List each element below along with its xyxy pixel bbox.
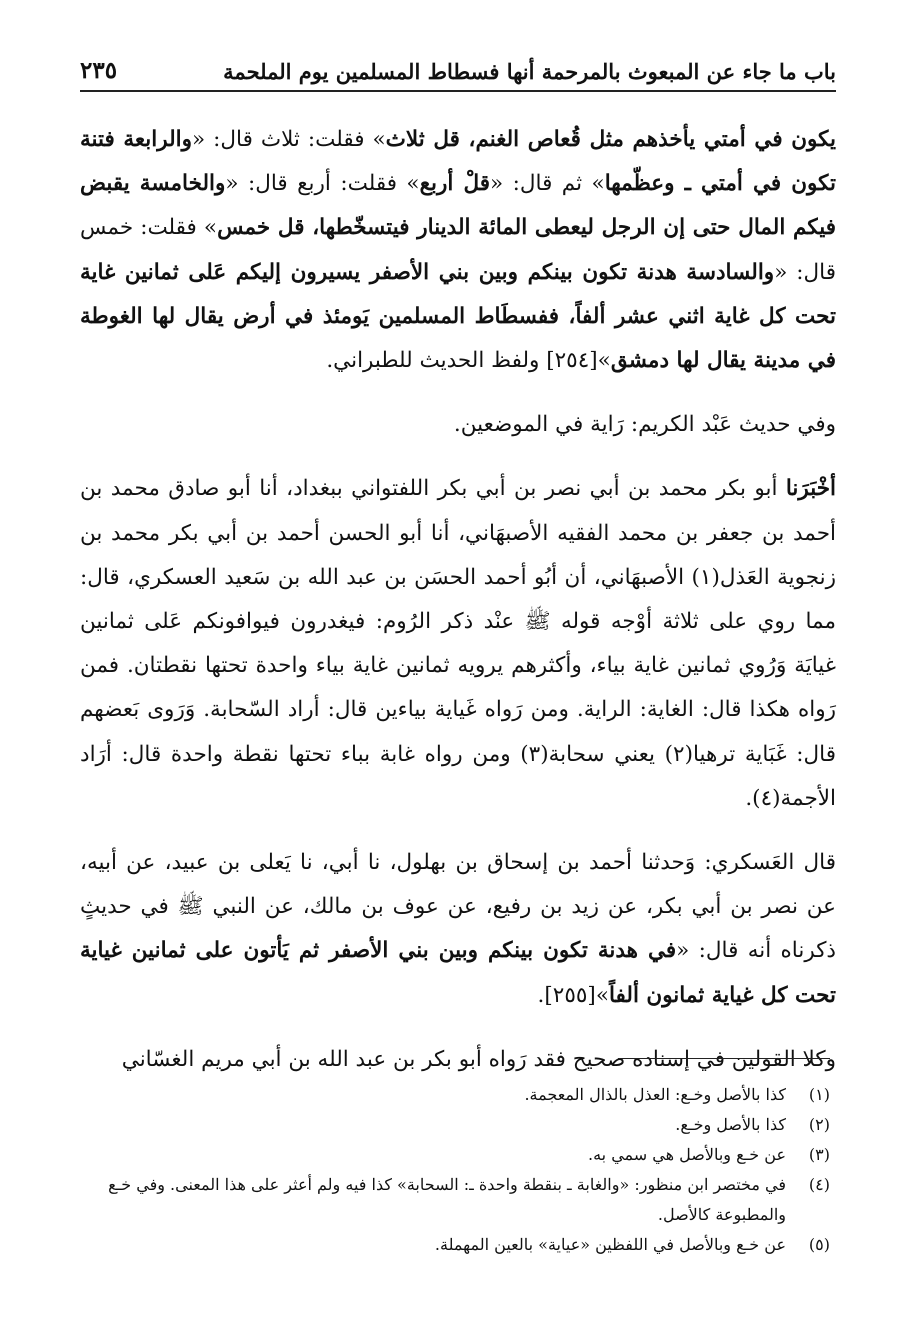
page-number: ٢٣٥: [80, 57, 118, 84]
narration-text: » فقلت: ثلاث قال: «: [192, 127, 386, 152]
footnote-text: في مختصر ابن منظور: «والغابة ـ بنقطة واحدة ـ: السحابة» كذا فيه ولم أعثر على هذا المعنى. وفي خـع والمطبوعة كالأصل.: [108, 1175, 786, 1224]
isnad-text: أبو بكر محمد بن أبي نصر بن أبي بكر اللفتواني ببغداد، أنا أبو صادق محمد بن أحمد بن جعفر بن محمد الفقيه الأصبهَاني، أنا أبو الحسن أحمد بن أبي بكر محمد بن زنجوية العَذل(١) الأصبهَاني، أن أبُو أحمد الحسَن بن عبد الله بن سَعيد العسكري، قال: مما روي على ثلاثة أوْجه قوله ﷺ عنْد ذكر الرُوم: فيغدرون فيوافونكم عَلى ثمانين غيايَة وَرُوي ثمانين غاية بياء، وأكثرهم يرويه ثمانين غاية بياء واحدة تحتها نقطتان. فمن رَواه هكذا قال: الغاية: الراية. ومن رَواه غَياية بياءين قال: أراد السّحابة. وَرَوى بَعضهم قال: غَبَاية ترهيا(٢) يعني سحابة(٣) ومن رواه غابة بباء تحتها نقطة واحدة قال: أرَاد الأجمة(٤).: [80, 476, 837, 811]
paragraph-2: وفي حديث عَبْد الكريم: رَاية في الموضعين.: [453, 412, 836, 438]
hadith-quote: في هدنة تكون بينكم وبين بني الأصفر ثم يَأتون على ثمانين غياية تحت كل غياية ثمانون ألفاً: [80, 938, 836, 1008]
paragraph-1: [80, 118, 836, 383]
narration-text: » ثم قال: «: [490, 171, 605, 197]
paragraph-4: [80, 841, 836, 1018]
footnote: [80, 1230, 830, 1260]
hadith-reference: [٢٥٥]: [544, 982, 596, 1008]
footnotes: [80, 1080, 830, 1260]
quote-close: »: [595, 982, 609, 1008]
footnote-number: (٤): [808, 1175, 830, 1194]
hadith-quote: والسادسة هدنة تكون بينكم وبين بني الأصفر يسيرون إليكم عَلى ثمانين غاية تحت كل غاية اثني عشر ألفاً، ففسطَاط المسلمين يَومئذ في أرض يقال لها الغوطة في مدينة يقال لها دمشق: [80, 259, 836, 374]
quote-close: »: [597, 348, 611, 374]
footnote: [80, 1170, 830, 1230]
footnote-number: (٢): [808, 1115, 830, 1134]
narration-text: » فقلت: خمس قال: «: [80, 215, 836, 285]
hadith-quote: والرابعة فتنة تكون في أمتي ـ وعظّمها: [80, 127, 837, 197]
footnote-text: عن خـع وبالأصل في اللفظين «عياية» بالعين المهملة.: [434, 1235, 786, 1254]
narration-text: » فقلت: أربع قال: «: [225, 171, 420, 197]
footnote: [80, 1110, 830, 1140]
footnote-text: كذا بالأصل وخـع: العذل بالذال المعجمة.: [524, 1085, 786, 1104]
footnote: [80, 1140, 830, 1170]
narration-text: ولفظ الحديث للطبراني.: [326, 348, 547, 374]
footnote-text: عن خـع وبالأصل هي سمي به.: [587, 1145, 786, 1164]
page-header: [80, 48, 836, 92]
paragraph-5: وكلا القولين في إسناده صحيح فقد رَواه أبو بكر بن عبد الله بن أبي مريم الغسّاني: [121, 1046, 836, 1072]
footnote-number: (٥): [808, 1235, 830, 1254]
footnote-text: كذا بالأصل وخـع.: [675, 1115, 786, 1134]
isnad-text: قال العَسكري: وَحدثنا أحمد بن إسحاق بن بهلول، نا أبي، نا يَعلى بن عبيد، عن أبيه، عن نصر بن أبي بكر، عن زيد بن رفيع، عن عوف بن مالك، عن النبي ﷺ في حديثٍ ذكرناه أنه قال: «: [80, 850, 837, 964]
sentence-end: .: [537, 982, 545, 1008]
footnote-number: (٣): [808, 1145, 830, 1164]
hadith-quote: والخامسة يقبض فيكم المال حتى إن الرجل ليعطى المائة الدينار فيتسخّطها، قل خمس: [80, 171, 836, 241]
hadith-quote: يكون في أمتي يأخذهم مثل قُعاص الغنم، قل ثلاث: [385, 127, 836, 152]
main-text: [80, 118, 836, 1082]
footnote: [80, 1080, 830, 1110]
hadith-quote: قلْ أربع: [419, 171, 491, 197]
transmission-lead-word: أخْبَرَنا: [785, 476, 836, 502]
hadith-reference: [٢٥٤]: [546, 348, 598, 374]
footnote-separator: [618, 1058, 830, 1059]
running-title: باب ما جاء عن المبعوث بالمرحمة أنها فسطاط المسلمين يوم الملحمة: [223, 59, 836, 84]
paragraph-3: [80, 467, 836, 821]
footnote-number: (١): [808, 1085, 830, 1104]
